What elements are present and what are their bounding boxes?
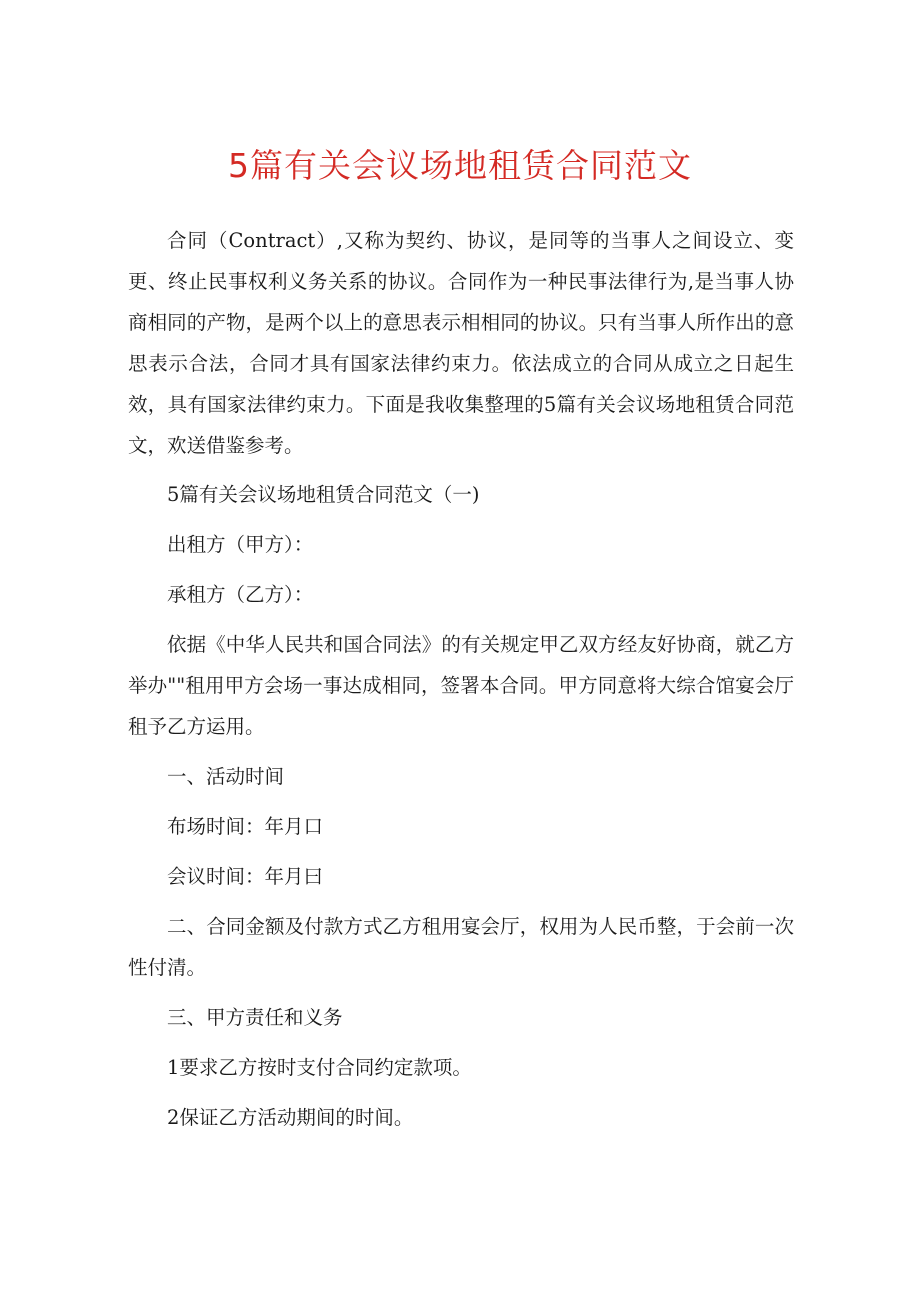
lessee-line: 承租方（乙方）： bbox=[167, 583, 314, 606]
intro-paragraph: 合同（Contract）,又称为契约、协议，是同等的当事人之间设立、变更、终止民事权利义务关系的协议。合同作为一种民事法律行为,是当事人协商相同的产物，是两个以上的意思表示相相同的协议。只有当事人所作出的意思表示合法，合同才具有国家法律约束力。依法成立的合同从成立之日起生效，具有国家法律约束力。下面是我收集整理的5篇有关会议场地租赁合同范文，欢送借鉴参考。 bbox=[128, 229, 794, 457]
meeting-time-line: 会议时间：年月曰 bbox=[167, 865, 324, 888]
agreement-paragraph: 依据《中华人民共和国合同法》的有关规定甲乙双方经友好协商，就乙方举办""租用甲方会场一事达成相同，签署本合同。甲方同意将大综合馆宴会厅租予乙方运用。 bbox=[128, 633, 794, 738]
lessor-line: 出租方（甲方）： bbox=[167, 533, 314, 556]
list-item: 1要求乙方按时支付合同约定款项。 bbox=[167, 1056, 472, 1079]
setup-time-line: 布场时间：年月口 bbox=[167, 815, 324, 838]
clause-heading-3: 三、甲方责任和义务 bbox=[167, 1006, 343, 1029]
document-body bbox=[128, 220, 794, 1138]
clause-heading-2: 二、合同金额及付款方式乙方租用宴会厅，权用为人民币整，于会前一次性付清。 bbox=[128, 915, 794, 979]
list-item: 2保证乙方活动期间的时间。 bbox=[167, 1106, 414, 1129]
document-title: 5篇有关会议场地租赁合同范文 bbox=[228, 146, 692, 185]
clause-heading-1: 一、活动时间 bbox=[167, 765, 285, 788]
section-heading: 5篇有关会议场地租赁合同范文（一) bbox=[167, 483, 480, 506]
